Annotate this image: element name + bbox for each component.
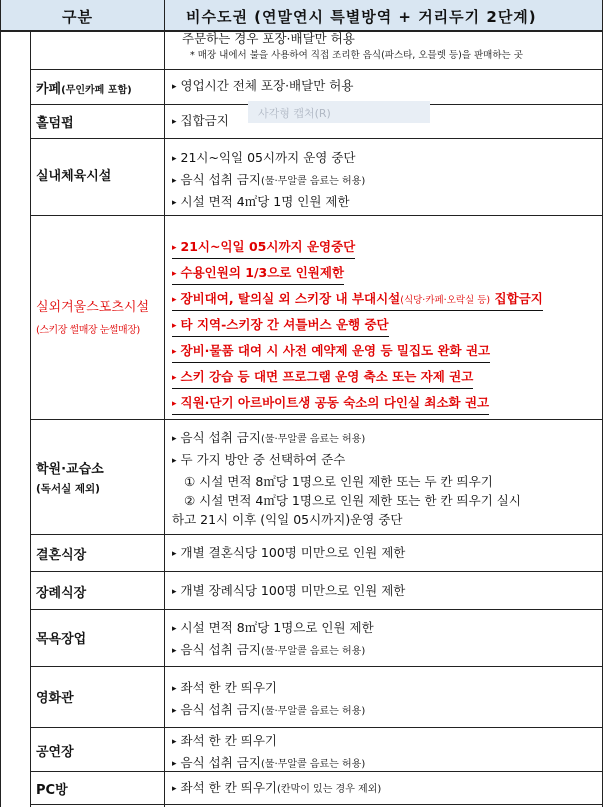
cafe-line-1: ▸ 영업시간 전체 포장·배달만 허용 (172, 78, 354, 93)
table-row-indoor-sports (30, 139, 603, 216)
top-line-1: 주문하는 경우 포장·배달만 허용 (182, 31, 355, 46)
header-category: 구분 (62, 8, 93, 26)
funeral-line-1: ▸ 개별 장례식당 100명 미만으로 인원 제한 (172, 583, 406, 598)
triangle-right-icon: ▸ (172, 198, 177, 208)
table-row-winter-sports (30, 216, 603, 420)
triangle-right-icon: ▸ (172, 784, 177, 794)
wedding-content (172, 543, 597, 565)
academy-line-2: ▸ 두 가지 방안 중 선택하여 준수 (172, 452, 346, 467)
wedding-line-1: ▸ 개별 결혼식당 100명 미만으로 인원 제한 (172, 545, 406, 560)
table-header-right (164, 0, 603, 32)
academy-line-1: ▸ 음식 섭취 금지(물·무알콜 음료는 허용) (172, 430, 366, 445)
triangle-right-icon: ▸ (172, 684, 177, 694)
triangle-right-icon: ▸ (172, 549, 177, 559)
academy-line-4: ② 시설 면적 4㎡당 1명으로 인원 제한 또는 한 칸 띄우기 실시 (184, 493, 521, 508)
triangle-right-icon: ▸ (172, 737, 177, 747)
table-row-pc (30, 772, 603, 805)
table-row-funeral (30, 572, 603, 610)
winter-line-5: ▸ 장비·물품 대여 시 사전 예약제 운영 등 밀집도 완화 권고 (172, 342, 490, 363)
indoor-line-1: ▸ 21시~익일 05시까지 운영 중단 (172, 150, 356, 165)
table-row-theater (30, 728, 603, 772)
winter-line-3: ▸ 장비대여, 탈의실 외 스키장 내 부대시설(식당·카페·오락실 등) 집합금지 (172, 290, 543, 311)
triangle-right-icon: ▸ (172, 373, 177, 383)
triangle-right-icon: ▸ (172, 587, 177, 597)
header-rules: 비수도권 (연말연시 특별방역 + 거리두기 2단계) (186, 8, 537, 26)
triangle-right-icon: ▸ (172, 646, 177, 656)
funeral-label: 장례식장 (36, 586, 87, 601)
top-line-2: * 매장 내에서 불을 사용하여 직접 조리한 음식(파스타, 오믈렛 등)을 판매하는 곳 (190, 50, 523, 61)
triangle-right-icon: ▸ (172, 295, 177, 305)
triangle-right-icon: ▸ (172, 321, 177, 331)
triangle-right-icon: ▸ (172, 759, 177, 769)
triangle-right-icon: ▸ (172, 706, 177, 716)
winter-line-6: ▸ 스키 강습 등 대면 프로그램 운영 축소 또는 자제 권고 (172, 368, 473, 389)
funeral-content (172, 581, 597, 603)
holdem-label: 홀덤펍 (36, 116, 74, 131)
triangle-right-icon: ▸ (172, 399, 177, 409)
winter-sports-content (172, 237, 597, 419)
pc-label: PC방 (36, 783, 68, 798)
cafe-content (172, 76, 597, 98)
capture-watermark: 사각형 캡처(R) (248, 101, 430, 123)
academy-line-5: 하고 21시 이후 (익일 05시까지)운영 중단 (172, 512, 403, 527)
bath-line-1: ▸ 시설 면적 8㎡당 1명으로 인원 제한 (172, 620, 374, 635)
wedding-label: 결혼식장 (36, 548, 87, 563)
top-content (182, 29, 605, 64)
pc-content (172, 778, 597, 800)
bath-label: 목욕장업 (36, 632, 87, 647)
table-row-bath (30, 610, 603, 667)
academy-content (172, 428, 597, 529)
academy-line-3: ① 시설 면적 8㎡당 1명으로 인원 제한 또는 두 칸 띄우기 (184, 474, 493, 489)
theater-label: 공연장 (36, 745, 74, 760)
theater-line-2: ▸ 음식 섭취 금지(물·무알콜 음료는 허용) (172, 755, 366, 770)
indoor-sports-label: 실내체육시설 (36, 169, 112, 184)
bath-line-2: ▸ 음식 섭취 금지(물·무알콜 음료는 허용) (172, 642, 366, 657)
indoor-sports-content (172, 148, 597, 214)
indoor-line-2: ▸ 음식 섭취 금지(물·무알콜 음료는 허용) (172, 172, 366, 187)
winter-line-1: ▸ 21시~익일 05시까지 운영중단 (172, 238, 355, 259)
theater-line-1: ▸ 좌석 한 칸 띄우기 (172, 733, 277, 748)
triangle-right-icon: ▸ (172, 243, 177, 253)
cafe-label: 카페(무인카페 포함) (36, 82, 132, 97)
table-header (0, 0, 164, 32)
bath-content (172, 618, 597, 662)
triangle-right-icon: ▸ (172, 347, 177, 357)
theater-content (172, 731, 597, 775)
table-row-wedding (30, 535, 603, 572)
cinema-line-2: ▸ 음식 섭취 금지(물·무알콜 음료는 허용) (172, 702, 366, 717)
table-row-cinema (30, 667, 603, 728)
table-row-top (30, 32, 603, 70)
holdem-line-1: ▸ 집합금지 (172, 113, 229, 128)
cinema-line-1: ▸ 좌석 한 칸 띄우기 (172, 680, 277, 695)
triangle-right-icon: ▸ (172, 269, 177, 279)
winter-sports-label: 실외겨울스포츠시설 (스키장 썰매장 눈썰매장) (36, 300, 150, 336)
winter-line-7: ▸ 직원·단기 아르바이트생 공동 숙소의 다인실 최소화 권고 (172, 394, 489, 415)
pc-line-1: ▸ 좌석 한 칸 띄우기(칸막이 있는 경우 제외) (172, 780, 382, 795)
academy-label: 학원·교습소 (독서실 제외) (36, 462, 104, 495)
triangle-right-icon: ▸ (172, 82, 177, 92)
triangle-right-icon: ▸ (172, 154, 177, 164)
indoor-line-3: ▸ 시설 면적 4㎡당 1명 인원 제한 (172, 194, 350, 209)
triangle-right-icon: ▸ (172, 117, 177, 127)
cinema-label: 영화관 (36, 691, 74, 706)
cinema-content (172, 678, 597, 722)
triangle-right-icon: ▸ (172, 624, 177, 634)
table-row-cafe (30, 70, 603, 105)
triangle-right-icon: ▸ (172, 176, 177, 186)
triangle-right-icon: ▸ (172, 434, 177, 444)
winter-line-4: ▸ 타 지역-스키장 간 셔틀버스 운행 중단 (172, 316, 389, 337)
winter-line-2: ▸ 수용인원의 1/3으로 인원제한 (172, 264, 344, 285)
triangle-right-icon: ▸ (172, 456, 177, 466)
left-border (0, 0, 1, 807)
table-row-academy (30, 420, 603, 535)
